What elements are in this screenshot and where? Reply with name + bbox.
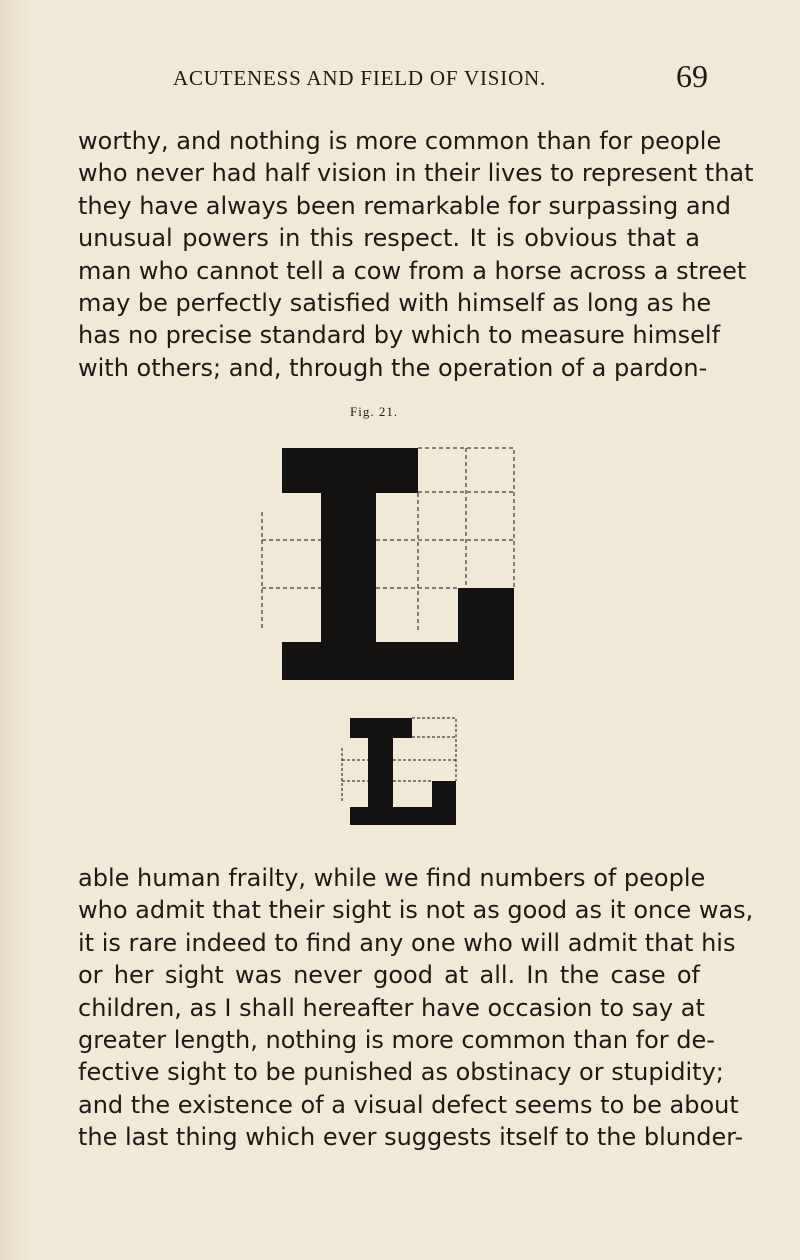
text-line: able human frailty, while we find numbers of people (78, 864, 706, 892)
text-line: and the existence of a visual defect seems to be about (78, 1090, 739, 1119)
text-line: who admit that their sight is not as good as it once was, (78, 896, 754, 925)
figure-small-test-letter (340, 715, 460, 830)
text-line: the last thing which ever suggests itself to the blunder- (78, 1123, 744, 1152)
figure-large-test-letter (258, 440, 520, 685)
paragraph-bottom (78, 862, 754, 1154)
text-line: may be perfectly satisfied with himself as long as he (78, 289, 712, 318)
text-line: worthy, and nothing is more common than for people (78, 127, 722, 155)
page-header (78, 58, 708, 104)
text-line: who never had half vision in their lives to represent that (78, 159, 754, 188)
text-line: with others; and, through the operation of a pardon- (78, 353, 708, 382)
letter-large-shape (282, 448, 514, 680)
letter-small-shape (350, 718, 456, 825)
paragraph-top (78, 125, 754, 384)
text-line: or her sight was never good at all. In the case of (78, 961, 700, 990)
text-line: has no precise standard by which to measure himself (78, 321, 721, 350)
running-title: ACUTENESS AND FIELD OF VISION. (173, 66, 547, 90)
text-line: man who cannot tell a cow from a horse across a street (78, 256, 747, 285)
text-line: they have always been remarkable for surpassing and (78, 191, 731, 220)
text-line: greater length, nothing is more common than for de- (78, 1026, 715, 1055)
text-line: it is rare indeed to find any one who will admit that his (78, 928, 736, 957)
text-line: children, as I shall hereafter have occasion to say at (78, 993, 705, 1022)
figure-caption: Fig. 21. (350, 404, 399, 419)
text-line: fective sight to be punished as obstinacy or stupidity; (78, 1058, 724, 1087)
text-line: unusual powers in this respect. It is obvious that a (78, 224, 700, 253)
page-number: 69 (676, 58, 708, 94)
